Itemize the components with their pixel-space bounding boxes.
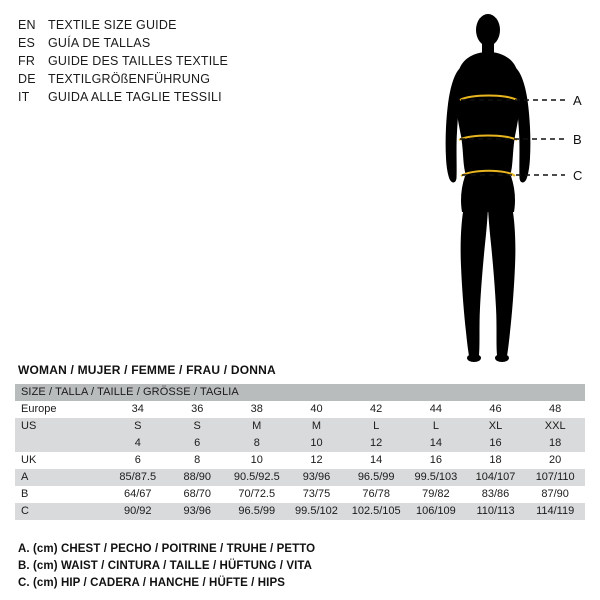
language-code: IT — [18, 90, 30, 104]
cell: 14 — [370, 454, 383, 466]
language-list — [18, 16, 318, 106]
marker-label-b: B — [573, 132, 582, 147]
cell: 6 — [194, 437, 201, 449]
woman-silhouette-figure — [415, 8, 590, 368]
row-label — [15, 435, 108, 452]
table-row — [15, 503, 585, 520]
language-text: GUIDA ALLE TAGLIE TESSILI — [48, 90, 222, 104]
language-row — [18, 70, 318, 88]
cell: 6 — [134, 454, 141, 466]
language-code: FR — [18, 54, 36, 68]
cell: 73/75 — [302, 488, 331, 500]
cell: 18 — [489, 454, 502, 466]
cell: 70/72.5 — [238, 488, 276, 500]
cell: 96.5/99 — [357, 471, 395, 483]
legend-row-c: C. (cm) HIP / CADERA / HANCHE / HÜFTE / HIPS — [18, 577, 286, 589]
marker-label-a: A — [573, 93, 582, 108]
row-label: A — [21, 471, 29, 483]
cell: 4 — [134, 437, 141, 449]
cell: 12 — [370, 437, 383, 449]
cell: 114/119 — [536, 505, 575, 517]
cell: 83/86 — [481, 488, 510, 500]
cell: S — [193, 420, 201, 432]
language-row — [18, 16, 318, 34]
row-label: UK — [21, 454, 37, 466]
language-code: DE — [18, 72, 36, 86]
measurement-legend — [18, 541, 578, 592]
row-label: Europe — [21, 403, 57, 415]
cell: XL — [488, 420, 503, 432]
section-heading: WOMAN / MUJER / FEMME / FRAU / DONNA — [18, 363, 276, 377]
language-code: EN — [18, 18, 36, 32]
cell: 99.5/102 — [295, 505, 338, 517]
cell: 12 — [310, 454, 323, 466]
cell: 88/90 — [183, 471, 211, 483]
language-row — [18, 34, 318, 52]
table-header-row — [15, 384, 585, 401]
cell: S — [134, 420, 142, 432]
cell: L — [373, 420, 380, 432]
language-row — [18, 52, 318, 70]
cell: 104/107 — [475, 471, 516, 483]
cell: 76/78 — [362, 488, 390, 500]
legend-row-a: A. (cm) CHEST / PECHO / POITRINE / TRUHE / PETTO — [18, 543, 316, 555]
cell: 8 — [194, 454, 201, 466]
table-header-label: SIZE / TALLA / TAILLE / GRÖSSE / TAGLIA — [21, 386, 239, 398]
language-row — [18, 88, 318, 106]
table-row — [15, 469, 585, 486]
cell: 44 — [429, 403, 443, 415]
cell: 68/70 — [183, 488, 211, 500]
cell: 90/92 — [123, 505, 152, 517]
marker-label-c: C — [573, 168, 583, 183]
cell: 36 — [191, 403, 204, 415]
table-row — [15, 486, 585, 503]
cell: 20 — [549, 454, 562, 466]
cell: 14 — [429, 437, 443, 449]
cell: 87/90 — [541, 488, 569, 500]
cell: 48 — [549, 403, 562, 415]
cell: 110/113 — [476, 505, 515, 517]
cell: M — [311, 420, 322, 432]
cell: 93/96 — [302, 471, 331, 483]
cell: 18 — [549, 437, 562, 449]
cell: 106/109 — [416, 505, 456, 517]
cell: 16 — [429, 454, 443, 466]
cell: 90.5/92.5 — [233, 471, 280, 483]
table-row — [15, 452, 585, 469]
cell: 99.5/103 — [414, 471, 458, 483]
cell: 93/96 — [183, 505, 211, 517]
row-label: US — [21, 420, 37, 432]
legend-row-b: B. (cm) WAIST / CINTURA / TAILLE / HÜFTUNG / VITA — [18, 560, 313, 572]
cell: XXL — [544, 420, 566, 432]
language-text: TEXTILGRÖßENFÜHRUNG — [48, 72, 211, 86]
cell: 8 — [253, 437, 260, 449]
row-label: B — [21, 488, 29, 500]
cell: 46 — [489, 403, 502, 415]
language-text: GUÍA DE TALLAS — [48, 36, 151, 50]
cell: 107/110 — [535, 471, 575, 483]
cell: 16 — [489, 437, 502, 449]
size-table — [15, 384, 585, 520]
cell: 96.5/99 — [238, 505, 276, 517]
cell: L — [432, 420, 439, 432]
cell: 38 — [250, 403, 263, 415]
table-row — [15, 418, 585, 435]
silhouette-body — [446, 14, 531, 362]
cell: M — [252, 420, 262, 432]
cell: 64/67 — [123, 488, 152, 500]
cell: 102.5/105 — [351, 505, 401, 517]
language-text: GUIDE DES TAILLES TEXTILE — [48, 54, 229, 68]
cell: 85/87.5 — [119, 471, 157, 483]
row-label: C — [21, 505, 29, 517]
table-row — [15, 401, 585, 418]
cell: 40 — [310, 403, 323, 415]
cell: 79/82 — [422, 488, 450, 500]
table-row — [15, 435, 585, 452]
cell: 42 — [370, 403, 383, 415]
cell: 10 — [250, 454, 263, 466]
cell: 34 — [131, 403, 144, 415]
cell: 10 — [310, 437, 323, 449]
language-code: ES — [18, 36, 36, 50]
language-text: TEXTILE SIZE GUIDE — [48, 18, 177, 32]
